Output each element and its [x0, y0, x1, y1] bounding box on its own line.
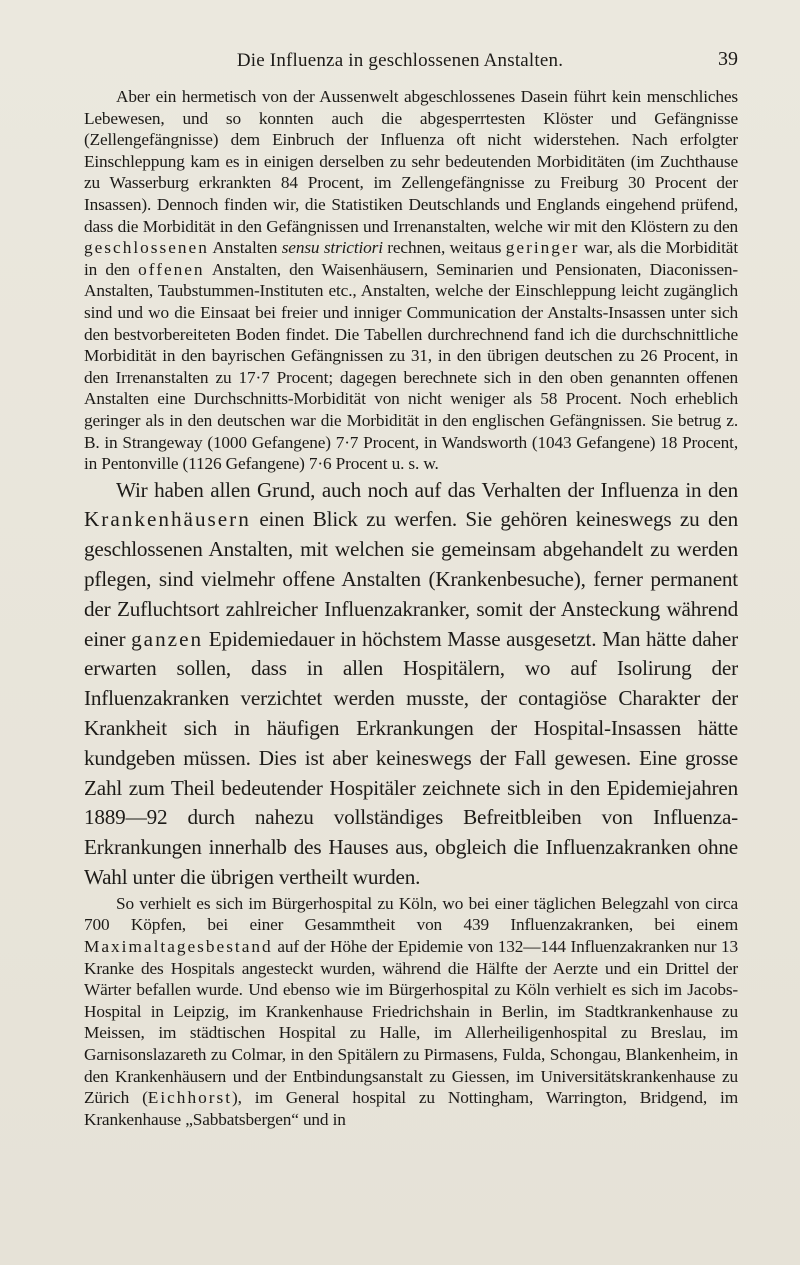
paragraph-closed-institutions [84, 86, 738, 475]
text-run: ), im General hospital zu Nottingham, Warrington, Bridgend, im Krankenhause „Sabbatsbergen“ und in [84, 1088, 738, 1129]
page-body [84, 86, 738, 1130]
page-number: 39 [718, 48, 738, 70]
text-run: Anstalten, den Waisenhäusern, Seminarien und Pensionaten, Diaconissen-Anstalten, Taubstummen-Instituten etc., Anstalten, welche der Einschleppung leicht zugänglich sind und wo die Einsaat bei freier und inniger Communication der Anstalts-Insassen unter sich den bestvorbereiteten Boden findet. Die Tabellen durchrechnend fand ich die durchschnittliche Morbidität in den bayrischen Gefängnissen zu 31, in den übrigen deutschen zu 26 Procent, in den Irrenanstalten zu 17·7 Procent; dagegen berechnete sich in den oben genannten offenen Anstalten eine Durchschnitts-Morbidität von nicht weniger als 58 Procent. Noch erheblich geringer als in den deutschen war die Morbidität in den englischen Gefängnissen. Sie betrug z. B. in Strangeway (1000 Gefangene) 7·7 Procent, in Wandsworth (1043 Gefangene) 18 Procent, in Pentonville (1126 Gefangene) 7·6 Procent u. s. w. [84, 259, 738, 474]
emphasized-text: geschlossenen [84, 238, 209, 258]
running-head: Die Influenza in geschlossenen Anstalten. [236, 50, 564, 71]
text-run: war, als die Morbidität in den [84, 238, 738, 279]
paragraph-hospital-examples [84, 893, 738, 1131]
text-run: Epidemiedauer in höchstem Masse ausgesetzt. Man hätte daher erwarten sollen, dass in allen Hospitälern, wo auf Isolirung der Influenzakranken verzichtet werden musste, der contagiöse Charakter der Krankheit sich in häufigen Erkrankungen der Hospital-Insassen hätte kundgeben müssen. Dies ist aber keineswegs der Fall gewesen. Eine grosse Zahl zum Theil bedeutender Hospitäler zeichnete sich in den Epidemiejahren 1889—92 durch nahezu vollständiges Befreitbleiben von Influenza-Erkrankungen innerhalb des Hauses aus, obgleich die Influenzakranken ohne Wahl unter die übrigen vertheilt wurden. [84, 626, 738, 890]
italic-text: sensu strictiori [281, 238, 383, 258]
text-run: rechnen, weitaus [382, 238, 506, 258]
emphasized-text: geringer [505, 238, 580, 258]
emphasized-text: Eichhorst [147, 1088, 233, 1108]
text-run: Anstalten [208, 238, 282, 258]
text-run: auf der Höhe der Epidemie von 132—144 Influenzakranken nur 13 Kranke des Hospitals angesteckt wurden, während die Hälfte der Aerzte und ein Drittel der Wärter befallen wurde. Und ebenso wie im Bürgerhospital zu Köln verhielt es sich im Jacobs-Hospital in Leipzig, im Krankenhause Friedrichshain in Berlin, im Stadtkrankenhause zu Meissen, im städtischen Hospital zu Halle, im Allerheiligenhospital zu Breslau, im Garnisonslazareth zu Colmar, in den Spitälern zu Pirmasens, Fulda, Schongau, Blankenheim, in den Krankenhäusern und der Entbindungsanstalt zu Giessen, im Universitätskrankenhause zu Zürich ( [84, 937, 738, 1108]
text-run: einen Blick zu werfen. Sie gehören keineswegs zu den geschlossenen Anstalten, mit welchen sie gemeinsam abgehandelt zu werden pflegen, sind vielmehr offene Anstalten (Krankenbesuche), ferner permanent der Zufluchtsort zahlreicher Influenzakranker, somit der Ansteckung während einer [84, 507, 738, 651]
paragraph-hospitals [84, 476, 738, 893]
emphasized-text: Maximaltagesbestand [84, 937, 273, 957]
text-run: Wir haben allen Grund, auch noch auf das Verhalten der Influenza in den [116, 477, 738, 502]
text-run: So verhielt es sich im Bürgerhospital zu Köln, wo bei einer täglichen Belegzahl von circa 700 Köpfen, bei einer Gesammtheit von 439 Influenzakranken, bei einem [84, 893, 738, 935]
page-header [0, 44, 800, 74]
emphasized-text: offenen [138, 259, 205, 279]
emphasized-text: ganzen [131, 626, 204, 651]
text-run: Aber ein hermetisch von der Aussenwelt abgeschlossenes Dasein führt kein menschliches Lebewesen, und so konnten auch die abgesperrtesten Klöster und Gefängnisse (Zellengefängnisse) dem Einbruch der Influenza oft nicht widerstehen. Nach erfolgter Einschleppung kam es in einigen derselben zu sehr bedeutenden Morbiditäten (im Zuchthause zu Wasserburg erkrankten 84 Procent, im Zellengefängnisse zu Freiburg 30 Procent der Insassen). Dennoch finden wir, die Statistiken Deutschlands und Englands eingehend prüfend, dass die Morbidität in den Gefängnissen und Irrenanstalten, welche wir mit den Klöstern zu den [84, 87, 738, 236]
emphasized-text: Krankenhäusern [84, 507, 251, 532]
